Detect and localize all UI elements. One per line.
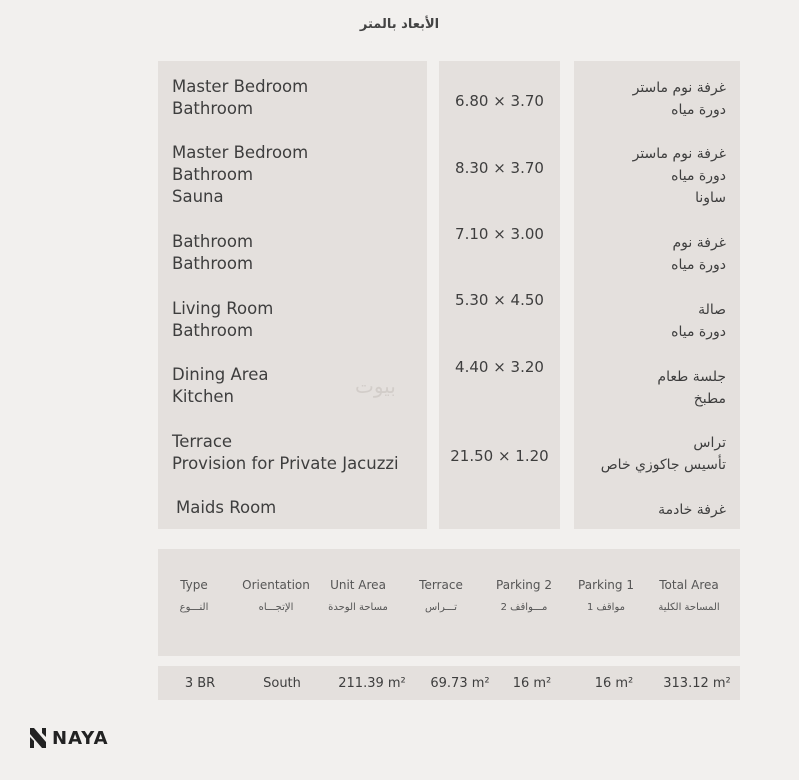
- value-parking-2: 16 m²: [512, 676, 552, 691]
- brand-name: NAYA: [52, 727, 109, 749]
- room-en-7: Maids Room: [176, 498, 277, 517]
- naya-logo-icon: [30, 728, 46, 748]
- header-parking-2: Parking 2: [496, 578, 552, 592]
- header-unit-area: Unit Area: [330, 578, 386, 592]
- room-dim-4: 5.30 × 4.50: [455, 291, 544, 309]
- header-terrace-ar: تـــراس: [424, 602, 458, 613]
- room-en-5: Dining Area Kitchen: [172, 365, 269, 406]
- room-en-2: Master Bedroom Bathroom Sauna: [172, 143, 309, 206]
- header-type-ar: النـــوع: [179, 602, 209, 613]
- page-title: الأبعاد بالمتر: [359, 17, 440, 32]
- naya-logo: [30, 728, 109, 748]
- header-type: Type: [180, 578, 208, 592]
- header-terrace: Terrace: [419, 578, 463, 592]
- value-unit-area: 211.39 m²: [338, 676, 406, 691]
- value-parking-1: 16 m²: [594, 676, 634, 691]
- header-parking-1-ar: مواقف 1: [587, 602, 625, 613]
- room-dim-3: 7.10 × 3.00: [455, 225, 544, 243]
- header-parking-1: Parking 1: [578, 578, 634, 592]
- header-orientation-ar: الإتجـــاه: [258, 602, 294, 613]
- room-en-4: Living Room Bathroom: [172, 299, 274, 340]
- room-dim-1: 6.80 × 3.70: [455, 92, 544, 110]
- room-ar-2: غرفة نوم ماستر دورة مياه ساونا: [632, 146, 726, 206]
- value-orientation: South: [263, 676, 301, 691]
- room-ar-6: تراس تأسيس جاكوزي خاص: [600, 435, 726, 473]
- room-ar-4: صالة دورة مياه: [671, 302, 726, 340]
- room-en-6: Terrace Provision for Private Jacuzzi: [172, 432, 399, 473]
- room-ar-7: غرفة خادمة: [658, 502, 726, 518]
- watermark: بيوت: [355, 374, 396, 398]
- room-dim-6: 21.50 × 1.20: [450, 447, 549, 465]
- room-ar-1: غرفة نوم ماستر دورة مياه: [632, 80, 726, 118]
- room-ar-3: غرفة نوم دورة مياه: [671, 235, 726, 273]
- value-total-area: 313.12 m²: [663, 676, 731, 691]
- header-total-area: Total Area: [659, 578, 719, 592]
- room-dim-5: 4.40 × 3.20: [455, 358, 544, 376]
- value-type: 3 BR: [184, 676, 216, 691]
- header-unit-area-ar: مساحة الوحدة: [328, 602, 388, 613]
- header-orientation: Orientation: [242, 578, 310, 592]
- room-en-1: Master Bedroom Bathroom: [172, 77, 309, 118]
- room-ar-5: جلسة طعام مطبخ: [657, 369, 726, 407]
- header-total-area-ar: المساحة الكلية: [658, 602, 720, 613]
- room-en-3: Bathroom Bathroom: [172, 232, 254, 273]
- header-parking-2-ar: مـــواقف 2: [500, 602, 548, 613]
- room-dim-2: 8.30 × 3.70: [455, 159, 544, 177]
- value-terrace: 69.73 m²: [430, 676, 490, 691]
